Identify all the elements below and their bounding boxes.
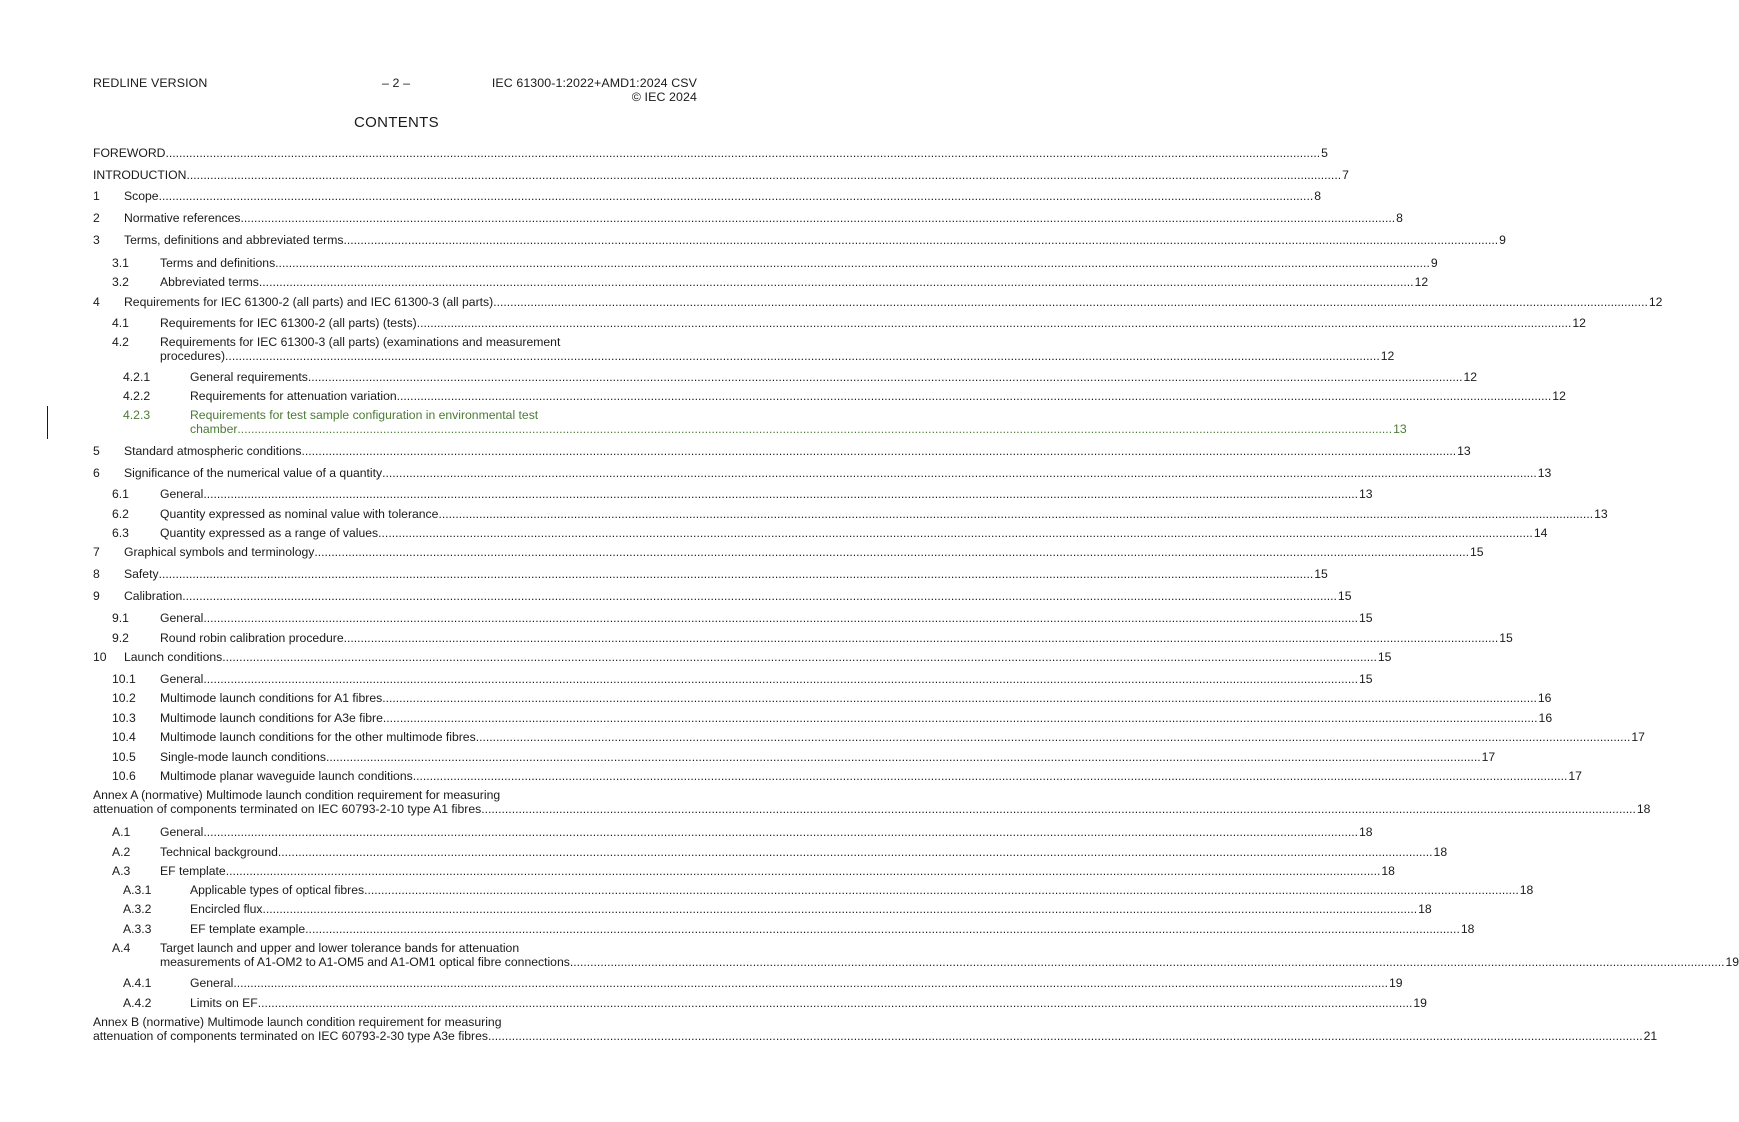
toc-entry-title: Requirements for IEC 61300-3 (all parts) (examinations and measurement (160, 335, 561, 349)
toc-entry-number: 6.2 (112, 507, 129, 521)
toc-entry[interactable] (93, 650, 1392, 664)
toc-entry-title: General (160, 487, 204, 501)
toc-entry-title: Multimode launch conditions for the other multimode fibres (160, 730, 476, 744)
toc-entry[interactable] (93, 589, 1352, 603)
toc-entry[interactable] (93, 711, 1553, 725)
toc-entry-title: Multimode planar waveguide launch conditions (160, 769, 413, 783)
toc-entry[interactable] (93, 567, 1328, 581)
toc-entry[interactable] (93, 444, 1471, 458)
toc-entry-number: A.2 (112, 845, 131, 859)
toc-page-number: 8 (1396, 211, 1403, 225)
toc-entry-title: attenuation of components terminated on IEC 60793-2-10 type A1 fibres (93, 802, 482, 816)
dot-leader (397, 389, 1552, 403)
copyright: © IEC 2024 (631, 90, 697, 104)
toc-entry-title: General (160, 825, 204, 839)
toc-page-number: 15 (1377, 650, 1392, 664)
dot-leader (570, 955, 1725, 969)
toc-entry[interactable] (93, 466, 1552, 480)
toc-entry[interactable] (93, 883, 1534, 897)
toc-entry-number: A.3.1 (123, 883, 152, 897)
toc-entry-number: 6.1 (112, 487, 129, 501)
toc-entry-number: A.3.3 (123, 922, 152, 936)
toc-page-number: 18 (1381, 864, 1395, 878)
toc-page-number: 9 (1430, 256, 1438, 270)
dot-leader (343, 233, 1498, 247)
toc-entry[interactable] (93, 941, 1739, 969)
toc-entry-title: Target launch and upper and lower tolerance bands for attenuation (160, 941, 520, 955)
toc-entry-title: Calibration (124, 589, 183, 603)
toc-entry[interactable] (93, 507, 1608, 521)
toc-entry-number: 4.2.2 (123, 389, 151, 403)
standard-reference: IEC 61300-1:2022+AMD1:2024 CSV (491, 76, 697, 90)
toc-entry-title: General (160, 611, 204, 625)
toc-entry-number: 10.2 (112, 691, 136, 705)
toc-entry-number: A.4 (112, 941, 131, 955)
toc-page-number: 15 (1359, 672, 1373, 686)
toc-page-number: 18 (1636, 802, 1651, 816)
toc-page-number: 18 (1460, 922, 1475, 936)
toc-entry-title: Round robin calibration procedure (160, 631, 344, 645)
toc-entry-title: chamber (190, 422, 238, 436)
toc-entry[interactable] (93, 750, 1496, 764)
toc-entry-title: Terms and definitions (160, 256, 276, 270)
change-bar (47, 406, 48, 439)
dot-leader (481, 802, 1636, 816)
dot-leader (203, 672, 1358, 686)
toc-page-number: 12 (1572, 316, 1586, 330)
toc-entry-title: Launch conditions (124, 650, 223, 664)
toc-entry-number: 10.5 (112, 750, 136, 764)
toc-entry-title: procedures) (160, 349, 226, 363)
toc-entry[interactable] (93, 370, 1478, 384)
toc-page-number: 18 (1519, 883, 1534, 897)
toc-entry[interactable] (93, 902, 1432, 916)
toc-entry-number: 5 (93, 444, 100, 458)
toc-page-number: 12 (1414, 275, 1429, 289)
dot-leader (203, 487, 1358, 501)
toc-entry[interactable] (93, 189, 1321, 203)
toc-page-number: 18 (1359, 825, 1373, 839)
dot-leader (493, 295, 1648, 309)
toc-page-number: 17 (1631, 730, 1645, 744)
page-title: CONTENTS (354, 114, 439, 131)
toc-entry-title: Encircled flux (190, 902, 263, 916)
toc-entry-title: measurements of A1-OM2 to A1-OM5 and A1-OM1 optical fibre connections (160, 955, 570, 969)
toc-entry-title: Quantity expressed as nominal value with tolerance (160, 507, 439, 521)
toc-entry-title: Terms, definitions and abbreviated terms (124, 233, 344, 247)
toc-entry-title: Technical background (160, 845, 278, 859)
toc-entry-number: 10.1 (112, 672, 136, 686)
toc-page-number: 15 (1470, 545, 1484, 559)
toc-page-number: 19 (1389, 976, 1403, 990)
toc-entry[interactable] (93, 256, 1438, 270)
toc-entry-title: Requirements for IEC 61300-2 (all parts) and IEC 61300-3 (all parts) (124, 295, 494, 309)
toc-entry-number: 9.1 (112, 611, 129, 625)
toc-entry-number: 8 (93, 567, 100, 581)
toc-page-number: 14 (1533, 526, 1548, 540)
toc-entry-title: EF template (160, 864, 226, 878)
toc-entry-number: A.3 (112, 864, 131, 878)
toc-entry-number: 3 (93, 233, 100, 247)
toc-entry[interactable] (93, 631, 1513, 645)
page-number: – 2 – (382, 76, 411, 90)
dot-leader (159, 567, 1314, 581)
toc-entry-number: 6 (93, 466, 100, 480)
toc-entry[interactable] (93, 825, 1373, 839)
toc-entry-number: 4.2 (112, 335, 129, 349)
toc-entry[interactable] (93, 996, 1427, 1010)
dot-leader (314, 545, 1469, 559)
toc-entry-title: Single-mode launch conditions (160, 750, 326, 764)
dot-leader (237, 422, 1392, 436)
dot-leader (326, 750, 1481, 764)
dot-leader (186, 168, 1341, 182)
toc-entry[interactable] (93, 389, 1566, 403)
dot-leader (275, 256, 1430, 270)
toc-entry-number: 3.1 (112, 256, 129, 270)
toc-page-number: 15 (1499, 631, 1513, 645)
dot-leader (159, 189, 1314, 203)
dot-leader (222, 650, 1377, 664)
toc-page-number: 7 (1342, 168, 1349, 182)
toc-entry-title: EF template example (190, 922, 306, 936)
toc-entry-number: 4.2.1 (123, 370, 151, 384)
toc-entry-number: 9 (93, 589, 100, 603)
toc-page-number: 13 (1457, 444, 1471, 458)
dot-leader (259, 275, 1414, 289)
dot-leader (225, 349, 1380, 363)
toc-entry-number: A.1 (112, 825, 131, 839)
header-left: REDLINE VERSION (93, 76, 208, 90)
toc-page-number: 12 (1380, 349, 1395, 363)
toc-entry[interactable] (93, 922, 1475, 936)
toc-entry[interactable] (93, 146, 1328, 160)
dot-leader (226, 864, 1381, 878)
toc-page-number: 19 (1725, 955, 1739, 969)
toc-entry-title: Safety (124, 567, 159, 581)
toc-entry[interactable] (93, 295, 1663, 309)
dot-leader (382, 466, 1537, 480)
toc-entry-title: Significance of the numerical value of a quantity (124, 466, 383, 480)
toc-page-number: 12 (1552, 389, 1566, 403)
toc-entry[interactable] (93, 168, 1349, 182)
toc-entry-title: Normative references (124, 211, 241, 225)
toc-entry[interactable] (93, 672, 1373, 686)
toc-entry-number: A.4.1 (123, 976, 152, 990)
toc-entry-title: Quantity expressed as a range of values (160, 526, 379, 540)
toc-page-number: 9 (1499, 233, 1506, 247)
toc-entry-title: INTRODUCTION (93, 168, 187, 182)
dot-leader (344, 631, 1499, 645)
toc-entry[interactable] (93, 976, 1403, 990)
toc-entry-title: Standard atmospheric conditions (124, 444, 302, 458)
toc-entry-number: 7 (93, 545, 100, 559)
dot-leader (305, 922, 1460, 936)
toc-entry[interactable] (93, 788, 1651, 816)
toc-entry-number: 4 (93, 295, 100, 309)
toc-entry[interactable] (93, 408, 1407, 436)
toc-entry[interactable] (93, 864, 1395, 878)
toc-page-number: 21 (1643, 1029, 1658, 1043)
toc-entry-title: FOREWORD (93, 146, 166, 160)
toc-page-number: 16 (1538, 711, 1553, 725)
dot-leader (262, 902, 1417, 916)
dot-leader (165, 146, 1320, 160)
toc-entry[interactable] (93, 233, 1506, 247)
toc-entry-title: General (160, 672, 204, 686)
toc-entry[interactable] (93, 545, 1484, 559)
dot-leader (438, 507, 1593, 521)
dot-leader (203, 825, 1358, 839)
toc-entry-number: 4.2.3 (123, 408, 151, 422)
toc-entry[interactable] (93, 845, 1448, 859)
toc-entry-title: Applicable types of optical fibres (190, 883, 365, 897)
toc-entry-number: 10.6 (112, 769, 136, 783)
toc-page-number: 13 (1594, 507, 1608, 521)
dot-leader (233, 976, 1388, 990)
toc-entry-title: General requirements (190, 370, 308, 384)
toc-page-number: 13 (1537, 466, 1552, 480)
toc-entry-number: 10 (93, 650, 107, 664)
dot-leader (308, 370, 1463, 384)
toc-entry[interactable] (93, 769, 1582, 783)
toc-page-number: 17 (1481, 750, 1496, 764)
toc-page-number: 15 (1314, 567, 1328, 581)
toc-page-number: 5 (1321, 146, 1328, 160)
dot-leader (203, 611, 1358, 625)
toc-entry-title: Annex A (normative) Multimode launch condition requirement for measuring (93, 788, 501, 802)
toc-entry-number: 1 (93, 189, 100, 203)
toc-entry[interactable] (93, 335, 1395, 363)
dot-leader (378, 526, 1533, 540)
dot-leader (302, 444, 1457, 458)
toc-page-number: 18 (1418, 902, 1432, 916)
toc-entry-number: A.3.2 (123, 902, 152, 916)
toc-page-number: 12 (1463, 370, 1478, 384)
toc-page-number: 17 (1568, 769, 1582, 783)
dot-leader (382, 691, 1537, 705)
dot-leader (278, 845, 1433, 859)
toc-entry[interactable] (93, 275, 1429, 289)
toc-entry[interactable] (93, 211, 1403, 225)
toc-page-number: 19 (1413, 996, 1427, 1010)
toc-entry-number: 3.2 (112, 275, 129, 289)
dot-leader (182, 589, 1337, 603)
toc-page-number: 13 (1393, 422, 1407, 436)
toc-entry[interactable] (93, 316, 1586, 330)
toc-entry-title: Requirements for IEC 61300-2 (all parts) (tests) (160, 316, 417, 330)
toc-page-number: 15 (1337, 589, 1352, 603)
toc-entry-title: attenuation of components terminated on IEC 60793-2-30 type A3e fibres (93, 1029, 488, 1043)
toc-entry-title: Annex B (normative) Multimode launch condition requirement for measuring (93, 1015, 502, 1029)
toc-entry-title: Scope (124, 189, 159, 203)
dot-leader (488, 1029, 1643, 1043)
toc-entry-title: General (190, 976, 234, 990)
toc-entry-title: Multimode launch conditions for A1 fibres (160, 691, 383, 705)
dot-leader (476, 730, 1631, 744)
toc-entry-number: 4.1 (112, 316, 129, 330)
toc-entry[interactable] (93, 526, 1548, 540)
dot-leader (241, 211, 1396, 225)
dot-leader (417, 316, 1572, 330)
header-right (492, 76, 697, 104)
toc-entry-title: Requirements for test sample configuration in environmental test (190, 408, 539, 422)
toc-page-number: 13 (1359, 487, 1373, 501)
toc-entry-title: Graphical symbols and terminology (124, 545, 315, 559)
toc-entry-number: 2 (93, 211, 100, 225)
toc-entry[interactable] (93, 611, 1373, 625)
toc-entry-number: A.4.2 (123, 996, 152, 1010)
dot-leader (364, 883, 1519, 897)
toc-page-number: 15 (1359, 611, 1373, 625)
toc-entry[interactable] (93, 691, 1552, 705)
toc-page-number: 18 (1433, 845, 1448, 859)
toc-page-number: 16 (1537, 691, 1552, 705)
toc-entry[interactable] (93, 1015, 1658, 1043)
toc-entry-title: Abbreviated terms (160, 275, 259, 289)
toc-entry-number: 9.2 (112, 631, 129, 645)
toc-entry-title: Limits on EF (190, 996, 258, 1010)
toc-page-number: 12 (1648, 295, 1663, 309)
dot-leader (413, 769, 1568, 783)
toc-page-number: 8 (1314, 189, 1321, 203)
toc-entry[interactable] (93, 730, 1645, 744)
toc-entry-title: Multimode launch conditions for A3e fibre (160, 711, 383, 725)
toc-entry-title: Requirements for attenuation variation (190, 389, 397, 403)
dot-leader (383, 711, 1538, 725)
toc-entry[interactable] (93, 487, 1373, 501)
dot-leader (258, 996, 1413, 1010)
toc-entry-number: 6.3 (112, 526, 129, 540)
toc-entry-number: 10.4 (112, 730, 136, 744)
toc-entry-number: 10.3 (112, 711, 136, 725)
